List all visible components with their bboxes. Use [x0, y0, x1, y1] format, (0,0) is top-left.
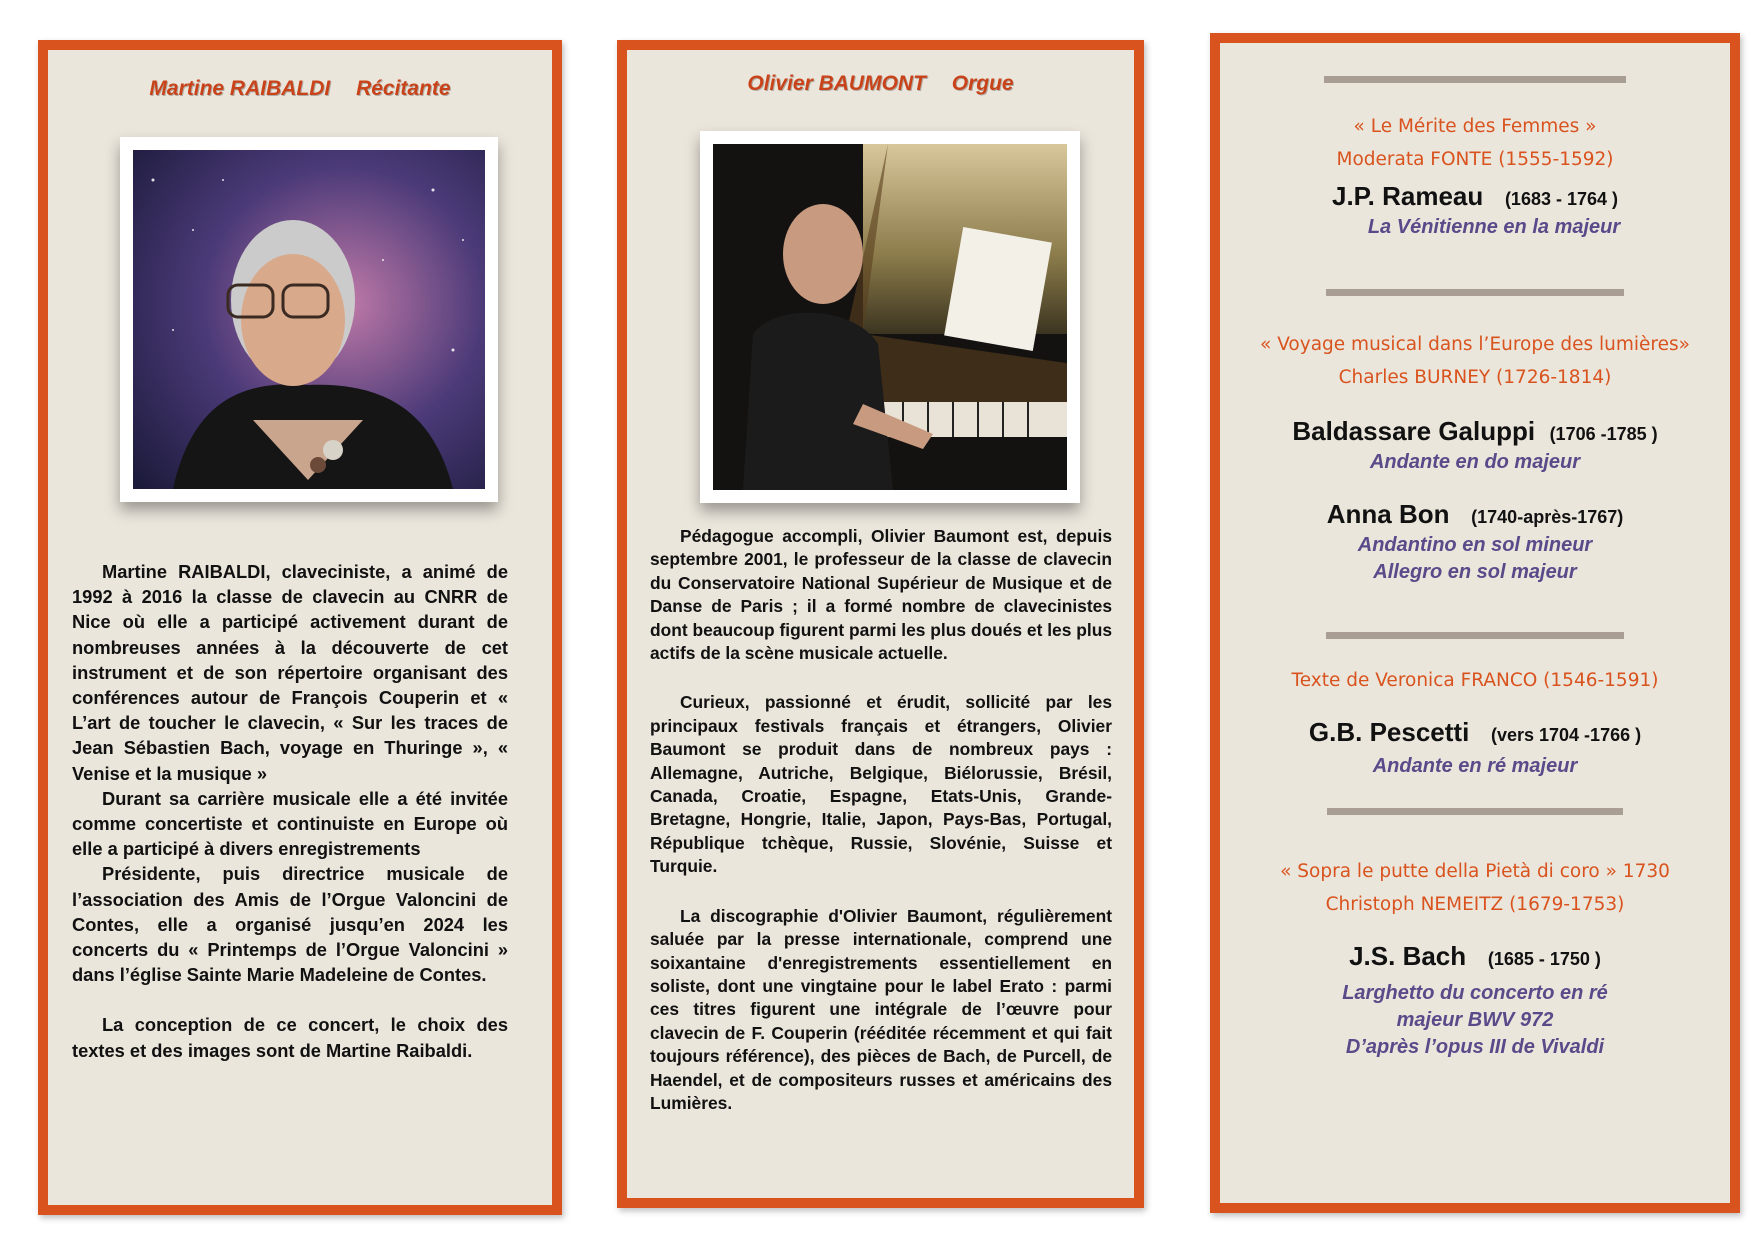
organist-photo: [713, 144, 1067, 490]
program: [1220, 43, 1730, 1061]
bio-paragraph: Présidente, puis directrice musicale de l’association des Amis de l’Orgue Valoncini de Contes, elle a organisé jusqu’en 2024 les concerts du « Printemps de l’Orgue Valoncini » dans l’église Sainte Marie Madeleine de Contes.: [72, 863, 508, 986]
composer-dates: (1740-après-1767): [1471, 507, 1624, 527]
composer-name: Anna Bon: [1326, 499, 1450, 529]
composer-name: G.B. Pescetti: [1308, 717, 1470, 747]
bio-text: [72, 559, 508, 1063]
work-title: Allegro en sol majeur: [1373, 561, 1577, 583]
performer-role: Récitante: [356, 77, 451, 100]
bio-paragraph: Pédagogue accompli, Olivier Baumont est, depuis septembre 2001, le professeur de la classe de clavecin du Conservatoire National Supérieur de Musique et de Danse de Paris ; il a formé nombre de clavecinistes dont beaucoup figurent parmi les plus doués et les plus actifs de la scène musicale actuelle.: [650, 526, 1112, 664]
composer: [1220, 181, 1730, 214]
composer-name: Baldassare Galuppi: [1292, 416, 1536, 446]
bio-paragraph: Durant sa carrière musicale elle a été invitée comme concertiste et continuiste en Europe où elle a participé à divers enregistrements: [72, 787, 508, 860]
performer-name: Martine RAIBALDI: [149, 77, 331, 100]
composer-dates: (1683 - 1764 ): [1504, 189, 1619, 209]
composer: [1220, 499, 1730, 532]
performer-name: Olivier BAUMONT: [747, 72, 926, 95]
section-title: Texte de Veronica FRANCO (1546-1591): [1291, 670, 1659, 691]
section-author: Charles BURNEY (1726-1814): [1338, 367, 1612, 388]
work-title: D’après l’opus III de Vivaldi: [1345, 1036, 1605, 1058]
section-author: Christoph NEMEITZ (1679-1753): [1325, 894, 1625, 915]
bio-text: [650, 525, 1112, 1115]
composer-dates: (vers 1704 -1766 ): [1490, 725, 1642, 745]
composer: [1220, 416, 1730, 449]
panel-header: [48, 77, 552, 101]
composer-name: J.S. Bach: [1349, 941, 1467, 971]
work-title: majeur BWV 972: [1396, 1009, 1554, 1031]
divider: [1324, 76, 1626, 83]
program-section: [1220, 328, 1730, 586]
work-title: La Vénitienne en la majeur: [1367, 216, 1621, 238]
divider: [1326, 289, 1624, 296]
section-title: « Sopra le putte della Pietà di coro » 1730: [1280, 861, 1670, 882]
bio-paragraph: Curieux, passionné et érudit, sollicité par les principaux festivals français et étrangers, Olivier Baumont se produit dans de nombreux pays : Allemagne, Autriche, Belgique, Biélorussie, Brésil, Canada, Croatie, Espagne, Etats-Unis, Grande-Bretagne, Hongrie, Italie, Japon, Pays-Bas, Portugal, République tchèque, Russie, Slovénie, Suisse et Turquie.: [650, 692, 1112, 877]
composer: [1220, 717, 1730, 750]
composer-name: J.P. Rameau: [1331, 181, 1484, 211]
work-title: Larghetto du concerto en ré: [1342, 982, 1608, 1004]
work-title: Andantino en sol mineur: [1357, 534, 1593, 556]
panel-program: [1210, 33, 1740, 1213]
divider: [1327, 808, 1623, 815]
program-section: [1220, 664, 1730, 780]
organist-photo-frame: [700, 131, 1080, 503]
performer-role: Orgue: [951, 72, 1014, 95]
section-author: Moderata FONTE (1555-1592): [1336, 149, 1614, 170]
panel-header: [627, 72, 1134, 96]
panel-baumont: [617, 40, 1144, 1208]
bio-paragraph: La conception de ce concert, le choix des textes et des images sont de Martine Raibaldi.: [72, 1014, 508, 1061]
portrait-photo-frame: [120, 137, 498, 502]
composer: [1220, 941, 1730, 974]
work-title: Andante en ré majeur: [1372, 755, 1578, 777]
section-title: « Voyage musical dans l’Europe des lumières»: [1260, 334, 1690, 355]
composer-dates: (1706 -1785 ): [1549, 424, 1658, 444]
section-title: « Le Mérite des Femmes »: [1353, 116, 1597, 137]
divider: [1326, 632, 1624, 639]
program-section: [1220, 855, 1730, 1061]
portrait-photo: [133, 150, 485, 489]
composer-dates: (1685 - 1750 ): [1487, 949, 1601, 969]
work-title: Andante en do majeur: [1369, 451, 1581, 473]
bio-paragraph: La discographie d'Olivier Baumont, régulièrement saluée par la presse internationale, comprend une soixantaine d'enregistrements essentiellement en soliste, dont une vingtaine pour le label Erato : parmi ces titres figurent une intégrale de l’œuvre pour clavecin de F. Couperin (rééditée récemment et qui fait toujours référence), des pièces de Bach, de Purcell, de Haendel, et de compositeurs russes et américains des Lumières.: [650, 905, 1112, 1113]
panel-raibaldi: [38, 40, 562, 1215]
bio-paragraph: Martine RAIBALDI, claveciniste, a animé de 1992 à 2016 la classe de clavecin au CNRR de Nice où elle a participé activement durant de nombreuses années à la découverte de cet instrument et de son répertoire organisant des conférences autour de François Couperin et « L’art de toucher le clavecin, « Sur les traces de Jean Sébastien Bach, voyage en Thuringe », « Venise et la musique »: [72, 561, 508, 784]
program-section: [1220, 110, 1730, 241]
